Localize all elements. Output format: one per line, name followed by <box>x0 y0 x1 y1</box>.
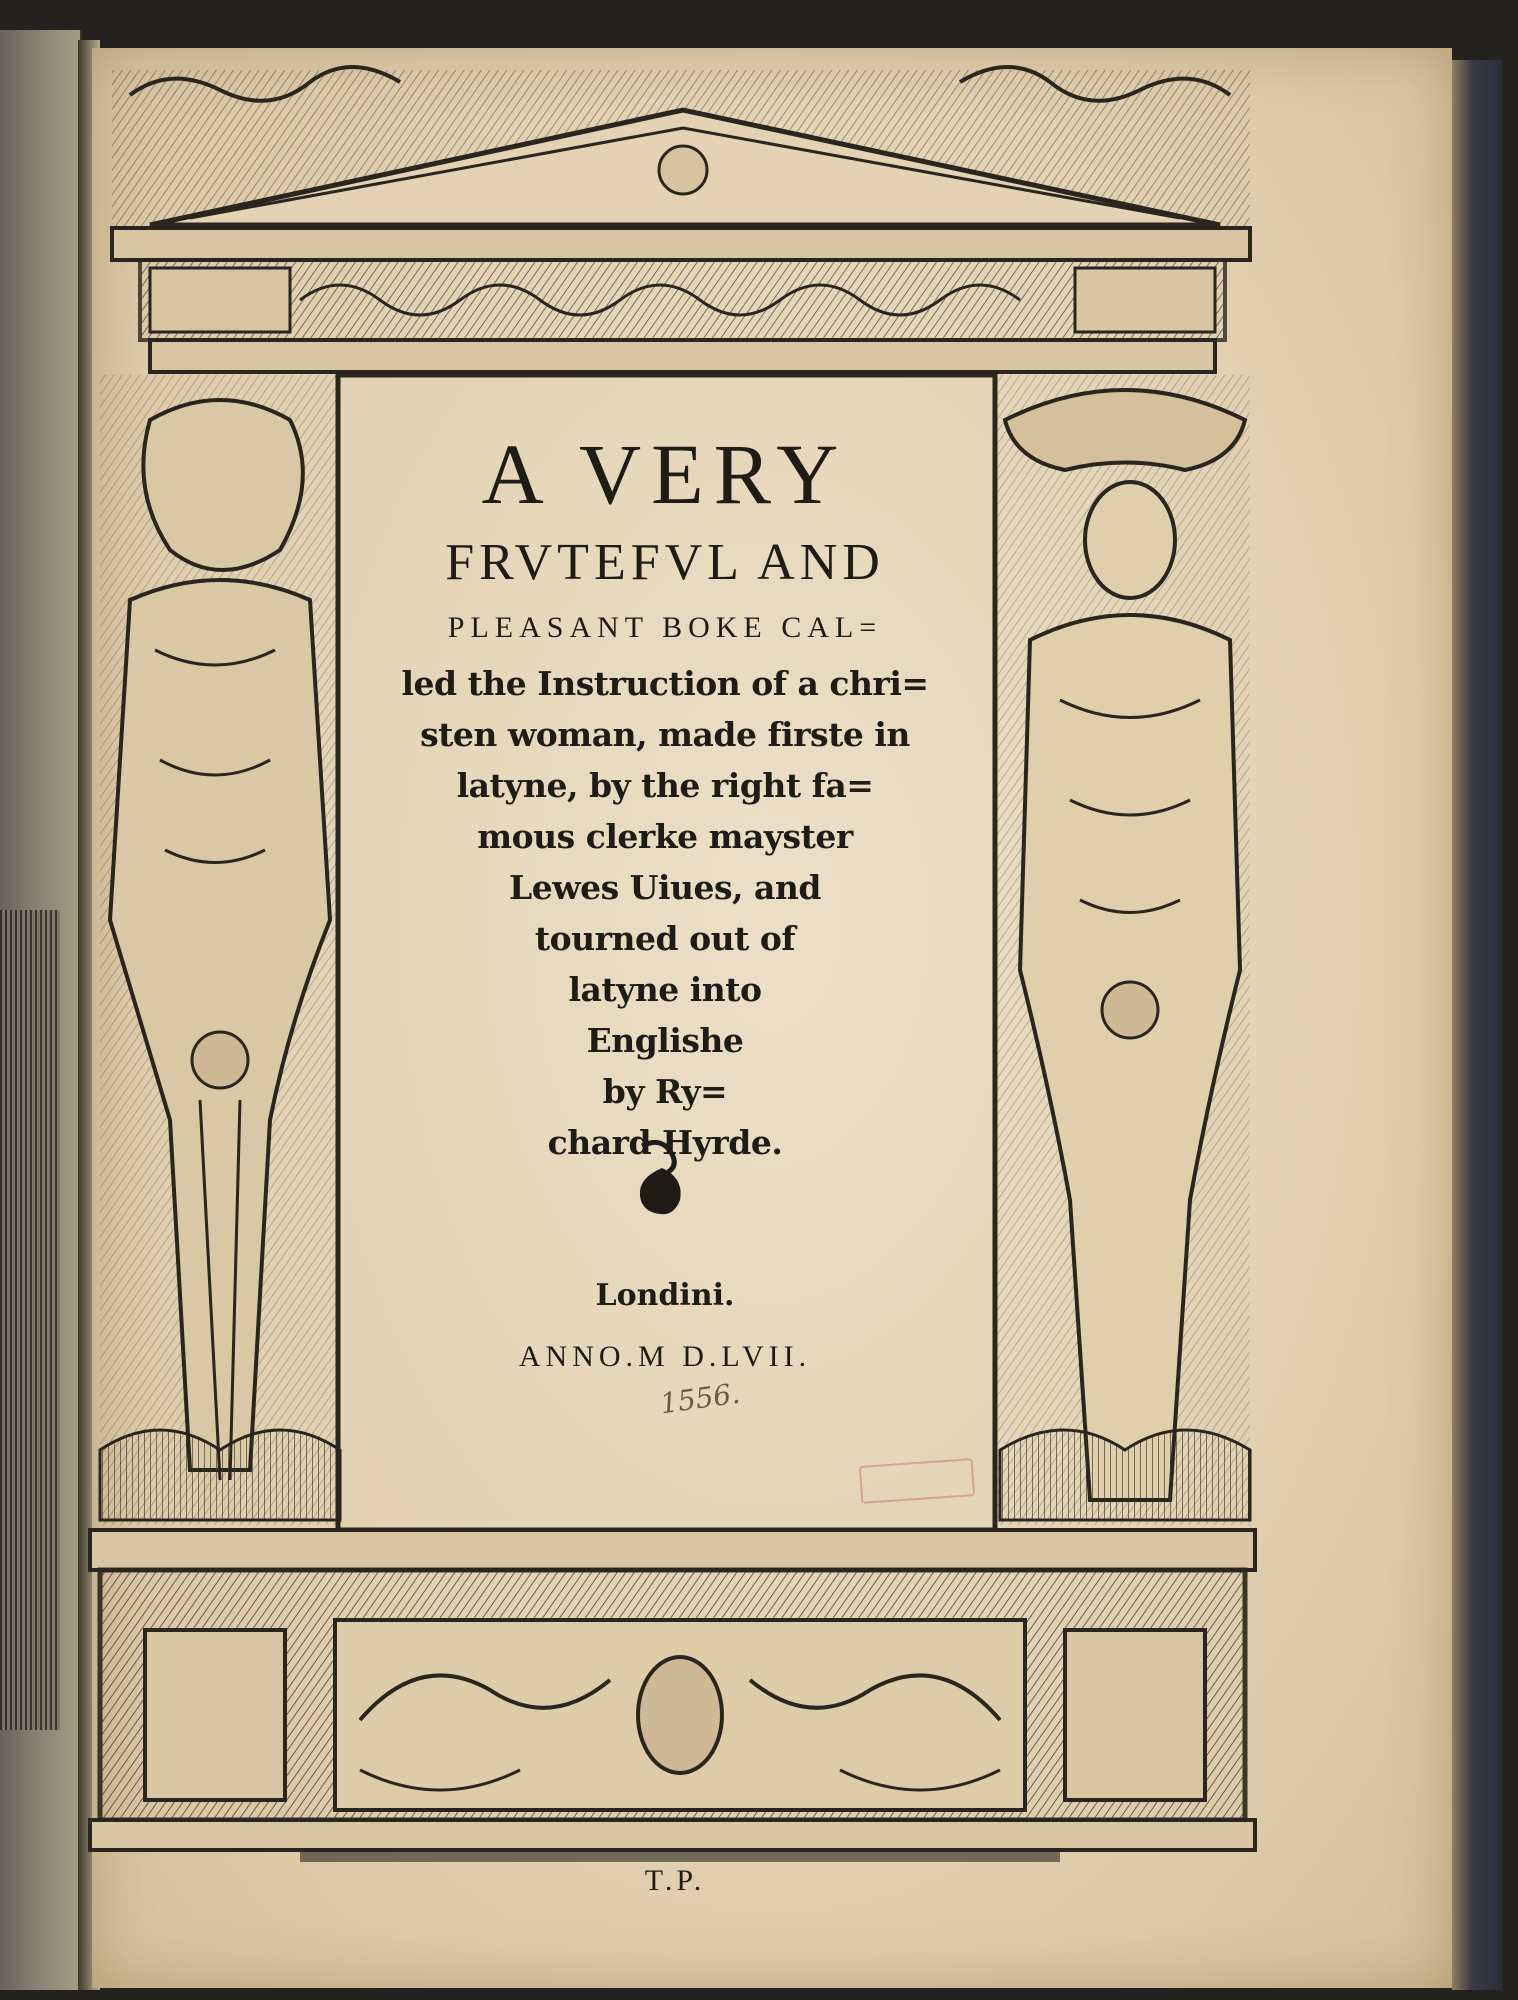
title-body-line: mous clerke mayster <box>477 817 853 856</box>
title-block <box>345 420 985 1168</box>
title-body-line: chard Hyrde. <box>547 1123 783 1162</box>
title-body-line: tourned out of <box>534 919 796 958</box>
library-stamp <box>859 1458 975 1504</box>
title-body-line: Englishe <box>586 1021 744 1060</box>
imprint-place: Londini. <box>595 1278 735 1313</box>
title-body-line: latyne, by the right fa= <box>456 766 874 805</box>
right-caryatid-column <box>995 375 1250 1525</box>
fleuron-icon <box>632 1138 692 1218</box>
title-line-3: PLEASANT BOKE CAL= <box>447 611 883 644</box>
pediment-ornament <box>112 67 1250 372</box>
title-line-2: FRVTEFVL AND <box>445 534 885 591</box>
title-body-line: Lewes Uiues, and <box>509 868 821 907</box>
pedestal-base <box>90 1530 1255 1862</box>
handwritten-year: 1556. <box>658 1376 742 1421</box>
title-body-line: by Ry= <box>602 1072 728 1111</box>
imprint-date: ANNO.M D.LVII. <box>518 1340 812 1373</box>
title-line-1: A VERY <box>481 426 849 522</box>
title-body-line: led the Instruction of a chri= <box>401 664 929 703</box>
title-body-line: latyne into <box>568 970 762 1009</box>
title-body-line: sten woman, made firste in <box>420 715 910 754</box>
signature-mark: T.P. <box>644 1864 706 1897</box>
left-satyr-column <box>100 375 340 1525</box>
